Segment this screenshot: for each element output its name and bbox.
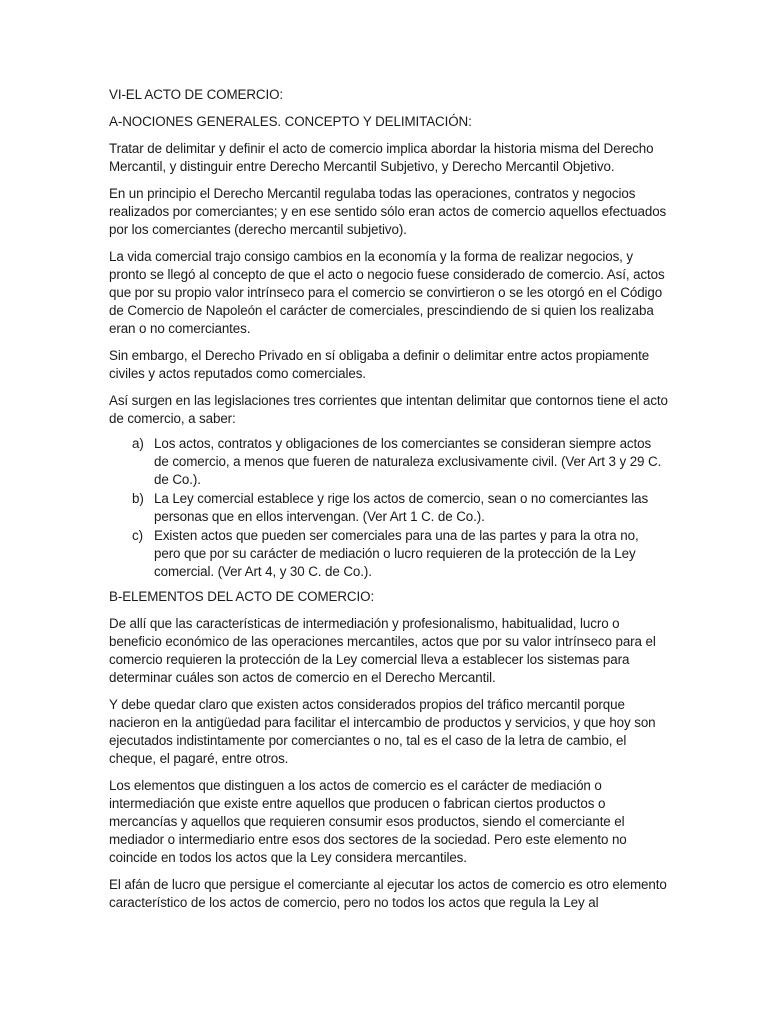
paragraph-4: Sin embargo, el Derecho Privado en sí obligaba a definir o delimitar entre actos propiamente civiles y actos reputados como comerciales. — [109, 348, 650, 381]
paragraph-3: La vida comercial trajo consigo cambios en la economía y la forma de realizar negocios, y pronto se llegó al concepto de que el acto o negocio fuese considerado de comercio. Así, actos que por su propio valor intrínseco para el comercio se convirtieron o se les otorgó en el Código de Comercio de Napoleón el carácter de comerciales, prescindiendo de si quien los realizaba eran o no comerciantes. — [109, 249, 665, 336]
section-a-heading: A-NOCIONES GENERALES. CONCEPTO Y DELIMITACIÓN: — [109, 114, 472, 129]
list-item — [109, 435, 668, 489]
paragraph-9: El afán de lucro que persigue el comerciante al ejecutar los actos de comercio es otro elemento característico de los actos de comercio, pero no todos los actos que regula la Ley al — [109, 877, 667, 910]
paragraph-8: Los elementos que distinguen a los actos de comercio es el carácter de mediación o intermediación que existe entre aquellos que producen o fabrican ciertos productos o mercancías y aquellos que requieren consumir esos productos, siendo el comerciante el mediador o intermediario entre esos dos sectores de la sociedad. Pero este elemento no coincide en todos los actos que la Ley considera mercantiles. — [109, 778, 627, 865]
section-b-heading: B-ELEMENTOS DEL ACTO DE COMERCIO: — [109, 589, 375, 604]
list-marker: b) — [132, 491, 144, 506]
list-item — [109, 490, 668, 526]
list-item-text: Los actos, contratos y obligaciones de los comerciantes se consideran siempre actos de comercio, a menos que fueren de naturaleza exclusivamente civil. (Ver Art 3 y 29 C. de Co.). — [154, 436, 662, 487]
paragraph-1: Tratar de delimitar y definir el acto de comercio implica abordar la historia misma del Derecho Mercantil, y distinguir entre Derecho Mercantil Subjetivo, y Derecho Mercantil Objetivo. — [109, 141, 654, 174]
list-marker: a) — [132, 436, 144, 451]
list-marker: c) — [132, 528, 143, 543]
list-item-text: Existen actos que pueden ser comerciales para una de las partes y para la otra no, pero que por su carácter de mediación o lucro requieren de la protección de la Ley comercial. (Ver Art 4, y 30 C. de Co.). — [154, 528, 639, 579]
paragraph-2: En un principio el Derecho Mercantil regulaba todas las operaciones, contratos y negocios realizados por comerciantes; y en ese sentido sólo eran actos de comercio aquellos efectuados por los comerciantes (derecho mercantil subjetivo). — [109, 186, 667, 237]
list-item — [109, 527, 668, 581]
list-item-text: La Ley comercial establece y rige los actos de comercio, sean o no comerciantes las personas que en ellos intervengan. (Ver Art 1 C. de Co.). — [154, 491, 649, 524]
paragraph-6: De allí que las características de intermediación y profesionalismo, habitualidad, lucro o beneficio económico de las operaciones mercantiles, actos que por su valor intrínseco para el comercio requieren la protección de la Ley comercial lleva a establecer los sistemas para determinar cuáles son actos de comercio en el Derecho Mercantil. — [109, 616, 656, 685]
document-title: VI-EL ACTO DE COMERCIO: — [109, 87, 284, 102]
currents-list — [109, 435, 668, 581]
paragraph-5: Así surgen en las legislaciones tres corrientes que intentan delimitar que contornos tiene el acto de comercio, a saber: — [109, 393, 668, 426]
paragraph-7: Y debe quedar claro que existen actos considerados propios del tráfico mercantil porque nacieron en la antigüedad para facilitar el intercambio de productos y servicios, y que hoy son ejecutados indistintamente por comerciantes o no, tal es el caso de la letra de cambio, el cheque, el pagaré, entre otros. — [109, 697, 656, 766]
